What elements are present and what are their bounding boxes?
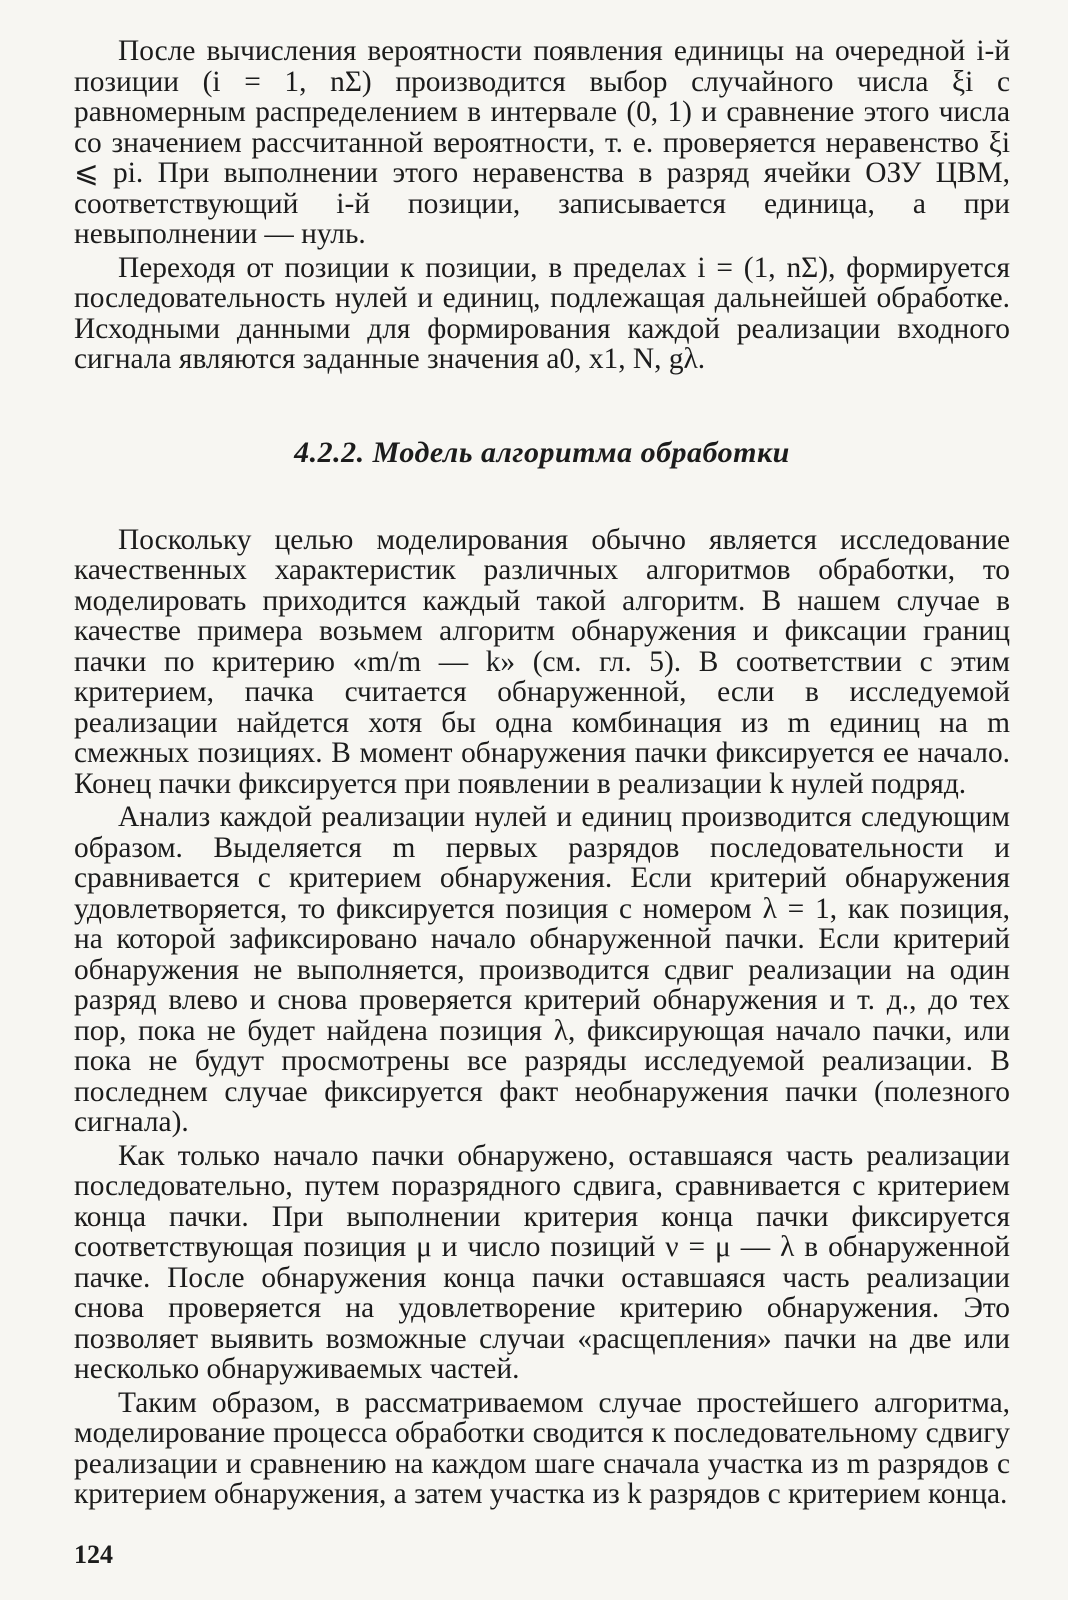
section-heading: 4.2.2. Модель алгоритма обработки xyxy=(294,435,790,469)
paragraph-end-of-burst: Как только начало пачки обнаружено, оставшаяся часть реализации последовательно, путем поразрядного сдвига, сравнивается с критерием конца пачки. При выполнении критерия конца пачки фиксируется соответствующая позиция μ и число позиций ν = μ — λ в обнаруженной пачке. После обнаружения конца пачки оставшаяся часть реализации снова проверяется на удовлетворение критерию обнаружения. Это позволяет выявить возможные случаи «расщепления» пачки на две или несколько обнаруживаемых частей. xyxy=(74,1139,1010,1385)
paragraph-analysis-procedure: Анализ каждой реализации нулей и единиц производится следующим образом. Выделяется m первых разрядов последовательности и сравнивается с критерием обнаружения. Если критерий обнаружения удовлетворяется, то фиксируется позиция с номером λ = 1, как позиция, на которой зафиксировано начало обнаруженной пачки. Если критерий обнаружения не выполняется, производится сдвиг реализации на один разряд влево и снова проверяется критерий обнаружения и т. д., до тех пор, пока не будет найдена позиция λ, фиксирующая начало пачки, или пока не будут просмотрены все разряды исследуемой реализации. В последнем случае фиксируется факт необнаружения пачки (полезного сигнала). xyxy=(74,801,1010,1138)
page-number: 124 xyxy=(74,1540,113,1569)
paragraph-modeling-goal: Поскольку целью моделирования обычно является исследование качественных характеристик различных алгоритмов обработки, то моделировать приходится каждый такой алгоритм. В нашем случае в качестве примера возьмем алгоритм обнаружения и фиксации границ пачки по критерию «m/m — k» (см. гл. 5). В соответствии с этим критерием, пачка считается обнаруженной, если в исследуемой реализации найдется хотя бы одна комбинация из m единиц на m смежных позициях. В момент обнаружения пачки фиксируется ее начало. Конец пачки фиксируется при появлении в реализации k нулей подряд. xyxy=(74,523,1010,800)
paragraph-probability-selection: После вычисления вероятности появления единицы на очередной i-й позиции (i = 1, nΣ) производится выбор случайного числа ξi с равномерным распределением в интервале (0, 1) и сравнение этого числа со значением рассчитанной вероятности, т. е. проверяется неравенство ξi ⩽ pi. При выполнении этого неравенства в разряд ячейки ОЗУ ЦВМ, соответствующий i-й позиции, записывается единица, а при невыполнении — нуль. xyxy=(74,35,1010,250)
paragraph-sequence-formation: Переходя от позиции к позиции, в пределах i = (1, nΣ), формируется последовательность нулей и единиц, подлежащая дальнейшей обработке. Исходными данными для формирования каждой реализации входного сигнала являются заданные значения a0, x1, N, gλ. xyxy=(74,251,1010,375)
paragraph-conclusion: Таким образом, в рассматриваемом случае простейшего алгоритма, моделирование процесса обработки сводится к последовательному сдвигу реализации и сравнению на каждом шаге сначала участка из m разрядов с критерием обнаружения, а затем участка из k разрядов с критерием конца. xyxy=(74,1386,1010,1510)
